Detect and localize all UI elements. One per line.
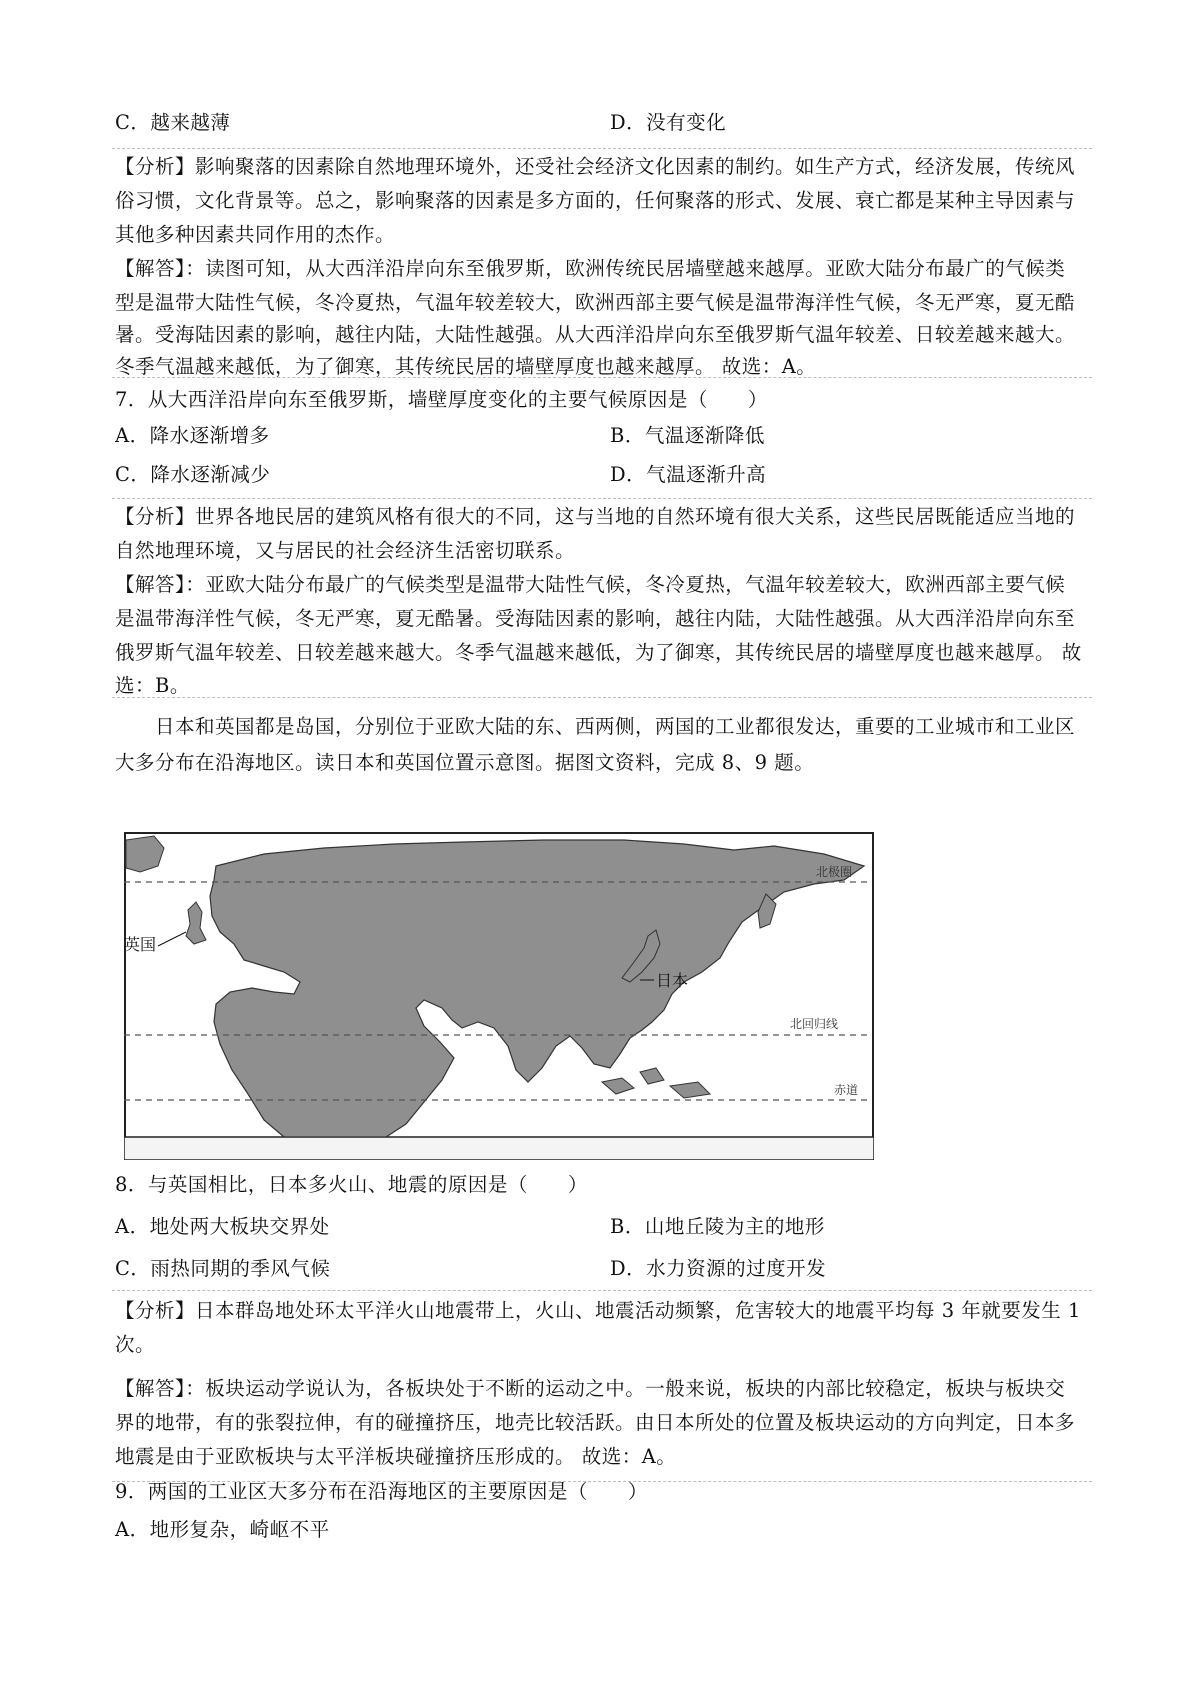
map-bottom-strip: [124, 1137, 874, 1160]
q7-stem: 7．从大西洋沿岸向东至俄罗斯，墙壁厚度变化的主要气候原因是（ ）: [115, 388, 768, 411]
q9-option-a: A．地形复杂，崎岖不平: [115, 1518, 330, 1541]
q8-option-c: C．雨热同期的季风气候: [115, 1257, 331, 1280]
q7-option-b: B．气温逐渐降低: [610, 424, 765, 447]
q8-stem: 8．与英国相比，日本多火山、地震的原因是（ ）: [115, 1173, 588, 1196]
q8-option-d: D．水力资源的过度开发: [610, 1257, 827, 1280]
q7-option-a: A．降水逐渐增多: [115, 424, 270, 447]
q7-answer-line-1: 【解答】：亚欧大陆分布最广的气候类型是温带大陆性气候，冬冷夏热，气温年较差较大，欧洲西部主要气候: [115, 573, 1066, 596]
label-equator: 赤道: [834, 1083, 859, 1097]
q6-answer-line-1: 【解答】：读图可知，从大西洋沿岸向东至俄罗斯，欧洲传统民居墙壁越来越厚。亚欧大陆分布最广的气候类: [115, 257, 1066, 280]
q6-answer-line-4: 冬季气温越来越低，为了御寒，其传统民居的墙壁厚度也越来越厚。 故选：A。: [115, 355, 817, 378]
q8-answer-line-3: 地震是由于亚欧板块与太平洋板块碰撞挤压形成的。 故选：A。: [115, 1445, 677, 1468]
q7-analysis-line-1: 【分析】世界各地民居的建筑风格有很大的不同，这与当地的自然环境有很大关系，这些民居既能适应当地的: [115, 505, 1076, 528]
q8-answer-line-2: 界的地带，有的张裂拉伸，有的碰撞挤压，地壳比较活跃。由日本所处的位置及板块运动的方向判定，日本多: [115, 1411, 1076, 1434]
label-arctic-circle: 北极圈: [816, 865, 853, 879]
intro-line-2: 大多分布在沿海地区。读日本和英国位置示意图。据图文资料，完成 8、9 题。: [115, 751, 815, 774]
q8-answer-line-1: 【解答】：板块运动学说认为，各板块处于不断的运动之中。一般来说，板块的内部比较稳定，板块与板块交: [115, 1377, 1066, 1400]
q7-option-d: D．气温逐渐升高: [610, 463, 767, 486]
q8-option-b: B．山地丘陵为主的地形: [610, 1215, 825, 1238]
q6-answer-line-3: 暑。受海陆因素的影响，越往内陆，大陆性越强。从大西洋沿岸向东至俄罗斯气温年较差、日较差越来越大。: [115, 323, 1076, 346]
q7-answer-line-3: 俄罗斯气温年较差、日较差越来越大。冬季气温越来越低，为了御寒，其传统民居的墙壁厚度也越来越厚。 故: [115, 641, 1082, 664]
label-uk: 英国: [124, 935, 157, 954]
q7-answer-line-2: 是温带海洋性气候，冬无严寒，夏无酷暑。受海陆因素的影响，越往内陆，大陆性越强。从大西洋沿岸向东至: [115, 607, 1076, 630]
q6-analysis-line-2: 俗习惯，文化背景等。总之，影响聚落的因素是多方面的，任何聚落的形式、发展、衰亡都是某种主导因素与: [115, 189, 1076, 212]
label-tropic-of-cancer: 北回归线: [790, 1017, 839, 1031]
q6-option-d: D．没有变化: [610, 111, 727, 134]
q9-stem: 9．两国的工业区大多分布在沿海地区的主要原因是（ ）: [115, 1480, 648, 1503]
q6-option-c: C．越来越薄: [115, 111, 231, 134]
intro-line-1: 日本和英国都是岛国，分别位于亚欧大陆的东、西两侧，两国的工业都很发达，重要的工业城市和工业区: [115, 715, 1076, 738]
q7-analysis-line-2: 自然地理环境，又与居民的社会经济生活密切联系。: [115, 539, 576, 562]
q7-option-c: C．降水逐渐减少: [115, 463, 271, 486]
q8-analysis-line-2: 次。: [115, 1333, 156, 1356]
q6-analysis-line-3: 其他多种因素共同作用的杰作。: [115, 223, 396, 246]
q6-answer-line-2: 型是温带大陆性气候，冬冷夏热，气温年较差较大，欧洲西部主要气候是温带海洋性气候，冬无严寒，夏无酷: [115, 291, 1076, 314]
q6-analysis-line-1: 【分析】影响聚落的因素除自然地理环境外，还受社会经济文化因素的制约。如生产方式，经济发展，传统风: [115, 155, 1076, 178]
q8-option-a: A．地处两大板块交界处: [115, 1215, 330, 1238]
q7-answer-line-4: 选：B。: [115, 674, 190, 697]
label-japan: 日本: [656, 971, 689, 990]
japan-uk-location-map: [124, 832, 874, 1160]
q8-analysis-line-1: 【分析】日本群岛地处环太平洋火山地震带上，火山、地震活动频繁，危害较大的地震平均每 3 年就要发生 1: [115, 1299, 1081, 1322]
